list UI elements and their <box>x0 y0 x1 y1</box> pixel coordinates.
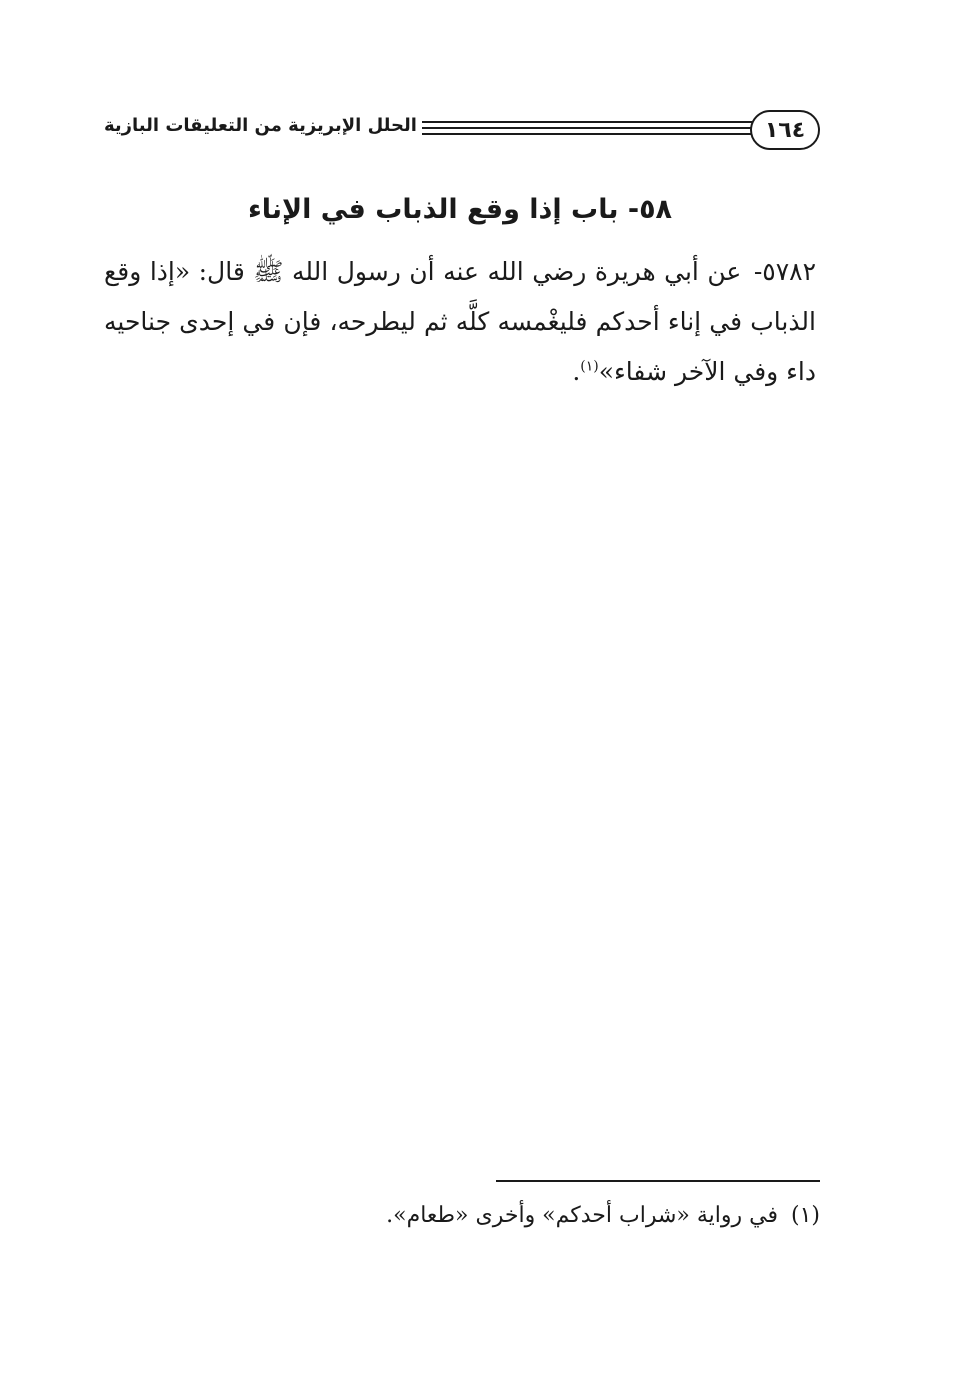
hadith-paragraph <box>104 247 816 397</box>
page-number: ١٦٤ <box>750 110 820 150</box>
header-rule <box>422 133 752 135</box>
hadith-number: ٥٧٨٢- <box>753 257 816 286</box>
running-title: الحلل الإبريزية من التعليقات البازية <box>104 115 417 136</box>
end-punctuation: . <box>572 357 581 386</box>
header-rule <box>422 127 752 129</box>
chapter-heading: ٥٨- باب إذا وقع الذباب في الإناء <box>247 194 673 225</box>
page-header <box>100 110 820 154</box>
footnote-reference[interactable]: (١) <box>580 358 599 375</box>
footnote-marker: (١) <box>790 1203 820 1228</box>
footnote <box>300 1196 820 1236</box>
footnote-text: في رواية «شراب أحدكم» وأخرى «طعام». <box>386 1203 778 1228</box>
footnote-separator <box>496 1180 820 1182</box>
hadith-text: عن أبي هريرة رضي الله عنه أن رسول الله ﷺ قال: «إذا وقع الذباب في إناء أحدكم فليغْمسه كلَّه ثم ليطرحه، فإن في إحدى جناحيه داء وفي الآخر شفاء» <box>104 257 816 386</box>
header-rule <box>422 121 752 123</box>
